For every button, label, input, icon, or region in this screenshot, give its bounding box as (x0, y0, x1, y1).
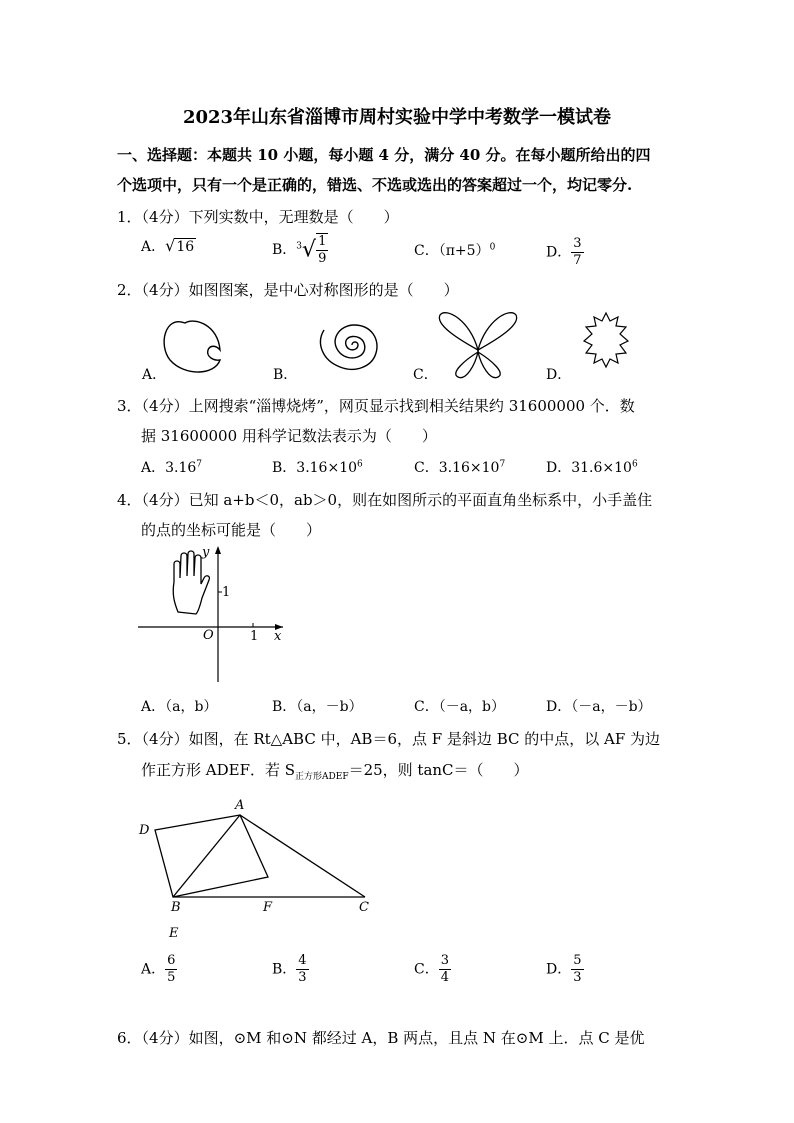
svg-text:1: 1 (222, 585, 231, 600)
q2-figures (140, 305, 680, 385)
q1-option-a: A．√16 (141, 236, 195, 255)
svg-text:1: 1 (250, 629, 259, 644)
q2-label-d: D． (546, 367, 572, 383)
q4-coordinate-plane (138, 542, 298, 687)
q3-option-d: D．$31.6\times 10^6$ (546, 459, 638, 476)
question-1-text: 1．（4分）下列实数中，无理数是（ ） (117, 208, 399, 226)
q1-option-b: B．$^3$√ $\frac{1}{9}$ (272, 234, 327, 266)
question-3-line1: 3．（4分）上网搜索“淄博烧烤”，网页显示找到相关结果约 31600000 个．数 (117, 397, 635, 415)
section-instructions-line2: 个选项中，只有一个是正确的，错选、不选或选出的答案超过一个，均记零分. (117, 176, 633, 194)
svg-text:O: O (203, 628, 214, 643)
svg-text:B: B (171, 900, 181, 915)
hand-icon (173, 551, 209, 614)
q4-option-a: A．（a，b） (141, 699, 218, 715)
q5-geometry-figure (135, 785, 385, 945)
q4-option-b: B．（a，－b） (272, 699, 363, 715)
section-instructions-line1: 一、选择题：本题共 10 小题，每小题 4 分，满分 40 分。在每小题所给出的四 (117, 146, 651, 164)
q4-option-d: D．（－a，－b） (546, 699, 652, 715)
svg-text:A: A (235, 798, 245, 813)
q2-figure-d (584, 313, 628, 367)
q2-label-b: B． (273, 367, 298, 383)
question-3-line2: 据 31600000 用科学记数法表示为（ ） (141, 427, 437, 445)
q2-figure-c (439, 313, 516, 378)
q3-option-a: A．3.16$^7$ (141, 459, 203, 476)
q5-option-a: A． $\frac{6}{5}$ (141, 953, 176, 985)
svg-text:C: C (359, 900, 369, 915)
q2-figure-b (321, 325, 377, 369)
svg-text:F: F (263, 900, 273, 915)
q1-option-c: C．$(\pi+5)^0$ (414, 242, 496, 259)
svg-text:E: E (169, 926, 179, 941)
question-4-line1: 4．（4分）已知 a+b＜0，ab＞0，则在如图所示的平面直角坐标系中，小手盖住 (117, 491, 653, 509)
q4-option-c: C．（－a，b） (414, 699, 506, 715)
question-5-line2: 作正方形 ADEF．若 $S_{正方形ADEF}=25$，则 tanC＝（ ） (141, 761, 529, 782)
q3-option-b: B．$3.16\times 10^6$ (272, 459, 363, 476)
q3-option-c: C．$3.16\times 10^7$ (414, 459, 506, 476)
q5-option-c: C． $\frac{3}{4}$ (414, 953, 449, 985)
svg-text:y: y (202, 545, 210, 560)
page-title: 2023年山东省淄博市周村实验中学中考数学一模试卷 (182, 107, 612, 128)
q2-figure-a (164, 321, 220, 372)
q5-option-d: D． $\frac{5}{3}$ (546, 953, 582, 985)
question-2-text: 2．（4分）如图图案，是中心对称图形的是（ ） (117, 281, 459, 299)
question-5-line1: 5．（4分）如图，在 Rt△ABC 中，AB＝6，点 F 是斜边 BC 的中点，以 AF 为边 (117, 730, 661, 748)
square-ADEF (155, 815, 268, 897)
q5-option-b: B． $\frac{4}{3}$ (272, 953, 307, 985)
question-6-line1: 6．（4分）如图，⊙M 和⊙N 都经过 A，B 两点，且点 N 在⊙M 上．点 C 是优 (117, 1029, 645, 1047)
q2-label-a: A． (142, 367, 167, 383)
q1-option-d: D． $\frac{3}{7}$ (546, 236, 582, 268)
q2-label-c: C． (413, 367, 438, 383)
svg-text:x: x (274, 629, 282, 644)
question-4-line2: 的点的坐标可能是（ ） (141, 521, 322, 539)
svg-text:D: D (139, 823, 150, 838)
